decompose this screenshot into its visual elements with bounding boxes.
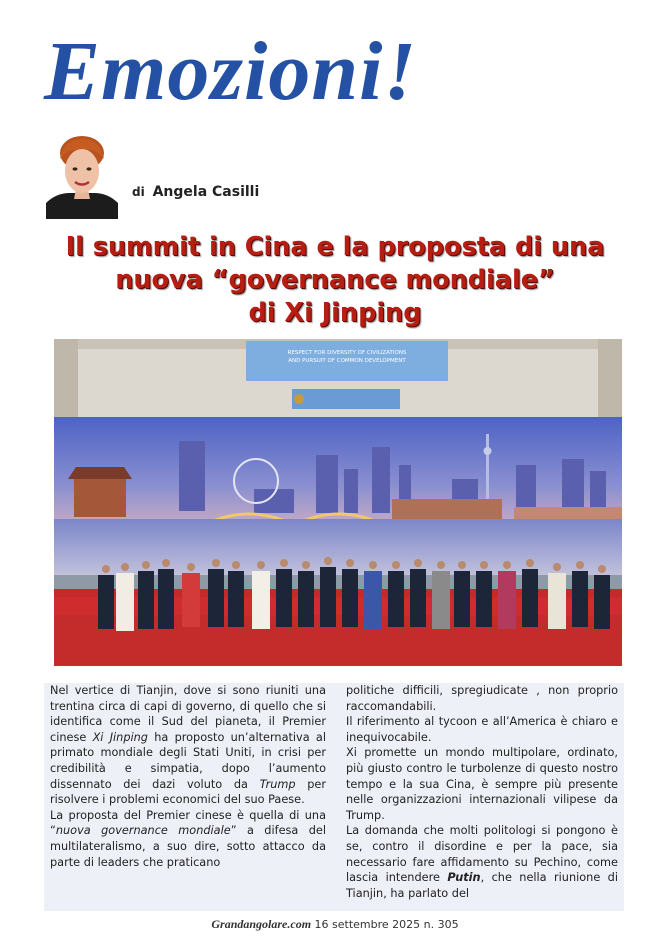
article-headline <box>30 231 640 330</box>
page-footer <box>0 917 670 932</box>
footer-site-name: Grandangolare.com <box>211 917 312 931</box>
footer-issue: 16 settembre 2025 n. 305 <box>314 918 459 931</box>
byline <box>132 184 259 200</box>
author-name: Angela Casilli <box>152 184 260 200</box>
article-column-2 <box>346 683 618 901</box>
headline-line-3: di Xi Jinping <box>248 298 422 328</box>
banner-line-1: RESPECT FOR DIVERSITY OF CIVILIZATIONS <box>287 350 407 356</box>
paragraph: Il riferimento al tycoon e all’America è chiaro e inequivocabile. <box>346 715 618 744</box>
article-body <box>44 683 624 911</box>
paragraph: La domanda che molti politologi si pongono è se, contro il disordine e per la pace, sia necessario fare affidamento su Pechino, come lascia intendere Putin, che nella riunione di Tianjin, ha parlato del <box>346 824 618 900</box>
headline-line-2: nuova “governance mondiale” <box>115 265 555 295</box>
article-column-1 <box>50 683 326 870</box>
byline-prefix: di <box>132 185 145 199</box>
emphasis-trump: Trump <box>259 777 296 791</box>
emphasis-putin: Putin <box>447 871 481 885</box>
emphasis-xi-jinping: Xi Jinping <box>92 730 148 744</box>
author-photo <box>46 133 118 219</box>
emphasis-governance: nuova governance mondiale <box>55 824 231 838</box>
summit-group-photo <box>54 339 622 666</box>
masthead-title: Emozioni! <box>44 25 418 118</box>
banner-line-2: AND PURSUIT OF COMMON DEVELOPMENT <box>288 358 406 364</box>
headline-line-1: Il summit in Cina e la proposta di una <box>65 232 605 262</box>
paragraph: Xi promette un mondo multipolare, ordinato, più giusto contro le turbolenze di questo nostro tempo e la sua Cina, è sempre più presente nelle organizzazioni internazionali vilipese da Trump. <box>346 746 618 822</box>
paragraph: Nel vertice di Tianjin, dove si sono riuniti una trentina circa di capi di governo, di quello che si identifica come il Sud del pianeta, il Premier cinese Xi Jinping ha proposto un’alternativa al primato mondiale degli Stati Uniti, in crisi per credibilità e simpatia, dopo l’aumento dissennato dei dazi voluto da Trump per risolvere i problemi economici del suo Paese. <box>50 684 326 807</box>
paragraph: politiche difficili, spregiudicate , non proprio raccomandabili. <box>346 684 618 713</box>
paragraph: La proposta del Premier cinese è quella di una “nuova governance mondiale” a difesa del multilateralismo, a suo dire, sotto attacco da parte di leaders che praticano <box>50 808 326 869</box>
